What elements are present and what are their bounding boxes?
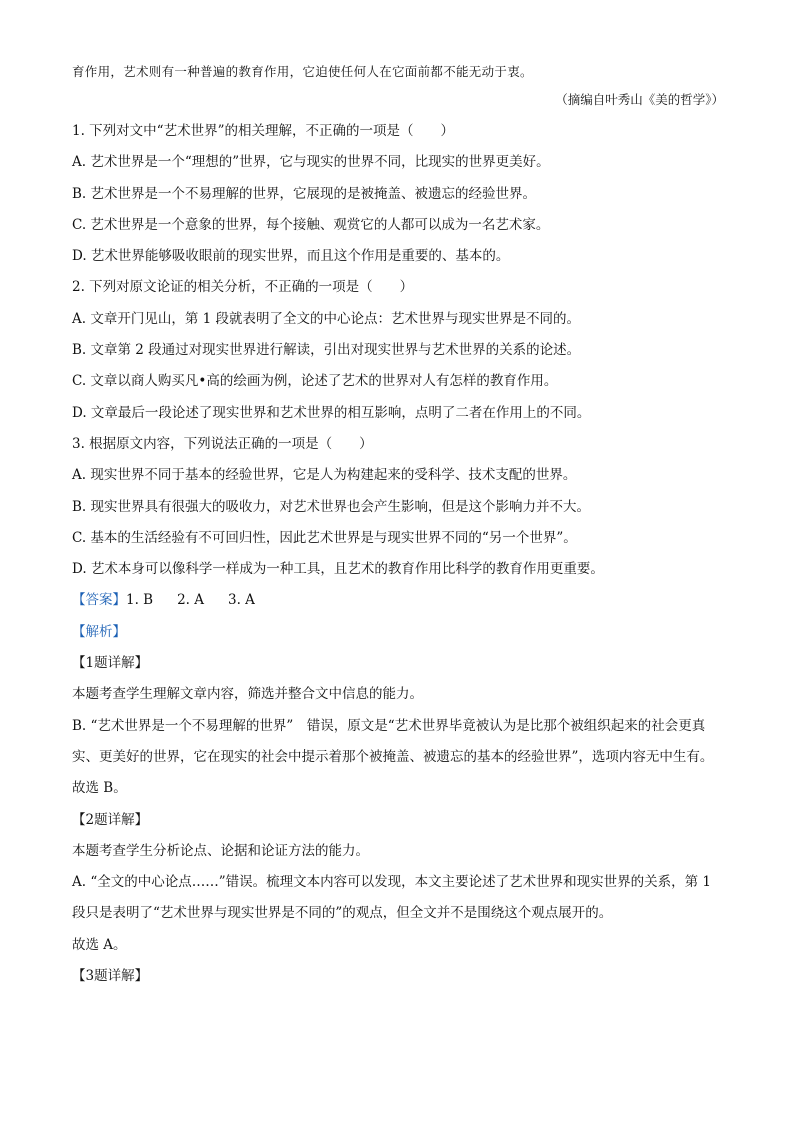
- passage-tail: 育作用，艺术则有一种普遍的教育作用，它迫使任何人在它面前都不能无动于衷。: [72, 64, 533, 79]
- option-b: B. 艺术世界是一个不易理解的世界，它展现的是被掩盖、被遗忘的经验世界。: [72, 185, 537, 202]
- detail-text: 本题考查学生分析论点、论据和论证方法的能力。: [72, 842, 369, 859]
- question-stem: 1. 下列对文中“艺术世界”的相关理解，不正确的一项是（ ）: [72, 123, 454, 139]
- option-d: D. 文章最后一段论述了现实世界和艺术世界的相互影响，点明了二者在作用上的不同。: [72, 404, 591, 421]
- analysis-label: 【解析】: [72, 623, 126, 640]
- passage-source: （摘编自叶秀山《美的哲学》）: [555, 92, 724, 107]
- detail-1: [72, 648, 724, 804]
- detail-3: [72, 961, 724, 992]
- document-page: [72, 62, 724, 992]
- option-d: D. 艺术世界能够吸收眼前的现实世界，而且这个作用是重要的、基本的。: [72, 248, 510, 265]
- option-c: C. 基本的生活经验有不可回归性，因此艺术世界是与现实世界不同的“另一个世界”。: [72, 529, 577, 546]
- option-b: B. 文章第 2 段通过对现实世界进行解读，引出对现实世界与艺术世界的关系的论述。: [72, 342, 581, 359]
- answer-item: 1. B: [126, 592, 154, 609]
- question-stem: 3. 根据原文内容，下列说法正确的一项是（ ）: [72, 435, 373, 452]
- question-1: [72, 116, 724, 272]
- option-a: A. 艺术世界是一个“理想的”世界，它与现实的世界不同，比现实的世界更美好。: [72, 154, 550, 171]
- answer-item: 2. A: [177, 592, 205, 609]
- detail-heading: 【1题详解】: [72, 655, 149, 672]
- detail-2: [72, 805, 724, 961]
- answer-label: 【答案】: [72, 592, 126, 609]
- option-a: A. 现实世界不同于基本的经验世界，它是人为构建起来的受科学、技术支配的世界。: [72, 467, 577, 484]
- option-d: D. 艺术本身可以像科学一样成为一种工具，且艺术的教育作用比科学的教育作用更重要。: [72, 561, 604, 578]
- option-a: A. 文章开门见山，第 1 段就表明了全文的中心论点：艺术世界与现实世界是不同的。: [72, 310, 581, 327]
- question-stem: 2. 下列对原文论证的相关分析，不正确的一项是（ ）: [72, 279, 414, 296]
- detail-heading: 【2题详解】: [72, 811, 149, 828]
- option-b: B. 现实世界具有很强大的吸收力，对艺术世界也会产生影响，但是这个影响力并不大。: [72, 498, 591, 515]
- detail-heading: 【3题详解】: [72, 968, 149, 985]
- detail-conclusion: 故选 A。: [72, 936, 127, 953]
- question-3: [72, 429, 724, 585]
- detail-conclusion: 故选 B。: [72, 780, 127, 797]
- answer-item: 3. A: [228, 592, 255, 609]
- detail-text: A. “全文的中心论点……”错误。梳理文本内容可以发现，本文主要论述了艺术世界和现实世界的关系，第 1 段只是表明了“艺术世界与现实世界是不同的”的观点，但全文并不是围绕这个观点展开的。: [72, 874, 712, 922]
- question-2: [72, 272, 724, 428]
- option-c: C. 文章以商人购买凡•高的绘画为例，论述了艺术的世界对人有怎样的教育作用。: [72, 373, 558, 390]
- detail-text: 本题考查学生理解文章内容，筛选并整合文中信息的能力。: [72, 686, 423, 703]
- answer-row: [72, 585, 724, 616]
- option-c: C. 艺术世界是一个意象的世界，每个接触、观赏它的人都可以成为一名艺术家。: [72, 216, 550, 233]
- detail-text: B. “艺术世界是一个不易理解的世界” 错误，原文是“艺术世界毕竟被认为是比那个被组织起来的社会更真实、更美好的世界，它在现实的社会中提示着那个被掩盖、被遗忘的基本的经验世界”，选项内容无中生有。: [72, 717, 714, 765]
